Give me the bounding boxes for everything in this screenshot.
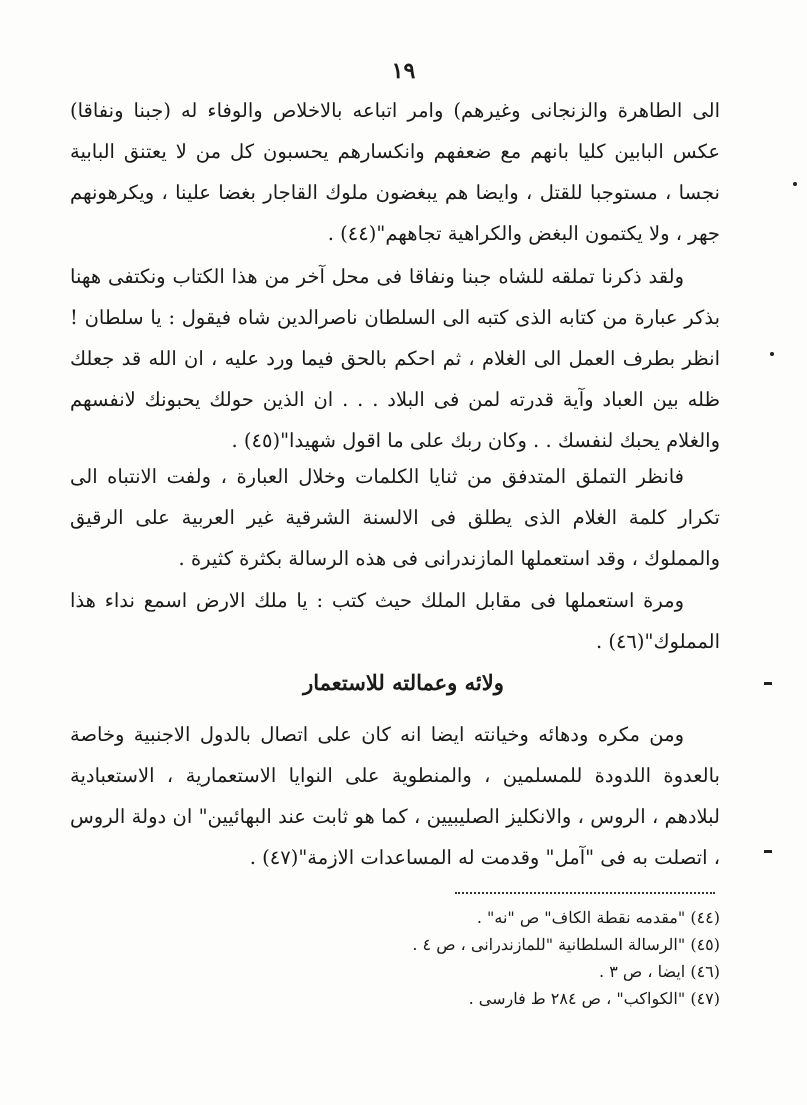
margin-dash-mark <box>764 850 772 853</box>
paragraph-2 <box>70 256 720 461</box>
margin-dash-mark <box>764 682 772 685</box>
paragraph-4 <box>70 580 720 662</box>
page-number: ١٩ <box>391 58 416 84</box>
paragraph-1: الى الطاهرة والزنجانى وغيرهم) وامر اتباعه بالاخلاص والوفاء له (جبنا ونفاقا) عكس البابين كليا بانهم مع ضعفهم وانكسارهم يحسبون كل من لا يعتنق البابية نجسا ، مستوجبا للقتل ، وايضا هم يبغضون ملوك القاجار بغضا علينا ، ويكرهونهم جهر ، ولا يكتمون البغض والكراهية تجاههم"(٤٤) . <box>70 99 720 245</box>
paragraph-2-text: ولقد ذكرنا تملقه للشاه جبنا ونفاقا فى محل آخر من هذا الكتاب ونكتفى ههنا بذكر عبارة من كتابه الذى كتبه الى السلطان ناصرالدين شاه فيقول : يا سلطان ! انظر بطرف العمل الى الغلام ، ثم احكم بالحق فيما ورد عليه ، ان الله قد جعلك ظله بين العباد وآية قدرته لمن فى البلاد . . . ان الذين حولك يحبونك لانفسهم والغلام يحبك لنفسك . . وكان ربك على ما اقول شهيدا"(٤٥) . <box>70 265 720 452</box>
footnotes <box>300 904 720 1012</box>
footnote-47: (٤٧) "الكواكب" ، ص ٢٨٤ ط فارسى . <box>468 989 720 1008</box>
margin-dot-mark <box>793 182 797 186</box>
footnote-45: (٤٥) "الرسالة السلطانية "للمازندرانى ، ص ٤ . <box>412 935 720 954</box>
paragraph-4-text: ومرة استعملها فى مقابل الملك حيث كتب : يا ملك الارض اسمع نداء هذا المملوك"(٤٦) . <box>70 589 720 653</box>
footnote-46: (٤٦) ايضا ، ص ٣ . <box>599 962 720 981</box>
paragraph-5 <box>70 714 720 878</box>
paragraph-3-text: فانظر التملق المتدفق من ثنايا الكلمات وخلال العبارة ، ولفت الانتباه الى تكرار كلمة الغلام الذى يطلق فى الالسنة الشرقية غير العربية على الرقيق والمملوك ، وقد استعملها المازندرانى فى هذه الرسالة بكثرة كثيرة . <box>70 465 720 570</box>
paragraph-5-text: ومن مكره ودهائه وخيانته ايضا انه كان على اتصال بالدول الاجنبية وخاصة بالعدوة اللدودة للمسلمين ، والمنطوية على النوايا الاستعمارية ، الاستعبادية لبلادهم ، الروس ، والانكليز الصليبيين ، كما هو ثابت عند البهائيين" ان دولة الروس ، اتصلت به فى "آمل" وقدمت له المساعدات الازمة"(٤٧) . <box>70 723 720 869</box>
section-heading: ولائه وعمالته للاستعمار <box>303 670 504 695</box>
margin-dot-mark <box>770 352 774 356</box>
footnote-divider <box>455 892 715 894</box>
paragraph-3 <box>70 456 720 579</box>
footnote-44: (٤٤) "مقدمه نقطة الكاف" ص "نه" . <box>476 908 720 927</box>
